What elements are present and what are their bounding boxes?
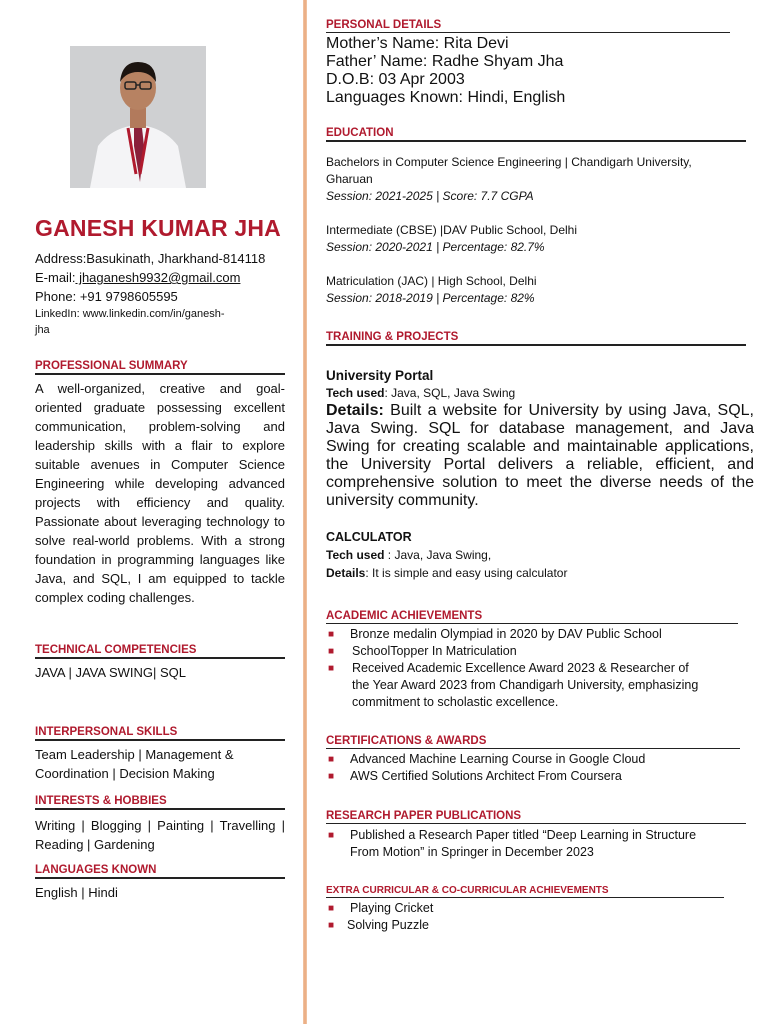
extra-curricular-section: [326, 885, 724, 934]
project-tech: [326, 385, 746, 402]
bullet-icon: ■: [328, 646, 335, 657]
education-section: [326, 127, 746, 307]
education-degree: Bachelors in Computer Science Engineering | Chandigarh University, Gharuan: [326, 155, 692, 186]
section-title: EXTRA CURRICULAR & CO-CURRICULAR ACHIEVEMENTS: [326, 885, 609, 896]
extra-text: Solving Puzzle: [347, 918, 429, 932]
project-name: CALCULATOR: [326, 530, 412, 544]
technical-text: JAVA | JAVA SWING| SQL: [35, 665, 186, 680]
details-value: Built a website for University by using Java, SQL, Java Swing. SQL for database management, and Java Swing for creating scalable and maintainable applications, the University Portal delivers a reliable, efficient, and comprehensive solution to meet the diverse needs of the university community.: [326, 402, 754, 509]
section-rule: [35, 808, 285, 810]
education-item: [326, 154, 706, 205]
academic-achievements-section: [326, 610, 738, 711]
section-title: RESEARCH PAPER PUBLICATIONS: [326, 810, 522, 822]
section-title: ACADEMIC ACHIEVEMENTS: [326, 610, 483, 622]
certification-list: [326, 751, 740, 785]
bullet-icon: ■: [328, 903, 335, 914]
interpersonal-skills-section: [35, 726, 285, 783]
details-label: Details: [326, 566, 366, 580]
section-rule: [35, 739, 285, 741]
section-rule: [326, 140, 746, 142]
interpersonal-text: Team Leadership | Management & Coordination | Decision Making: [35, 747, 234, 781]
section-rule: [326, 748, 740, 749]
list-item: [326, 751, 740, 768]
section-title: PERSONAL DETAILS: [326, 19, 442, 31]
list-item: [326, 900, 724, 917]
candidate-name: GANESH KUMAR JHA: [35, 215, 281, 241]
section-title: TECHNICAL COMPETENCIES: [35, 644, 197, 656]
profile-photo: [70, 46, 206, 188]
tech-label: Tech used: [326, 548, 385, 562]
bullet-icon: ■: [328, 830, 335, 841]
project-details: [326, 402, 754, 510]
publication-text: Published a Research Paper titled “Deep Learning in Structure From Motion” in Springer in December 2023: [350, 828, 697, 859]
extra-text: Playing Cricket: [350, 901, 434, 915]
publication-list: [326, 827, 716, 861]
education-item: [326, 222, 746, 256]
certifications-awards-section: [326, 735, 740, 785]
list-item: [326, 643, 706, 660]
bullet-icon: ■: [328, 754, 335, 765]
list-item: [326, 626, 706, 643]
details-label: Details:: [326, 402, 384, 419]
email-link[interactable]: jhaganesh9932@gmail.com: [75, 270, 241, 285]
linkedin-line[interactable]: LinkedIn: www.linkedin.com/in/ganesh-: [35, 308, 225, 320]
bullet-icon: ■: [328, 920, 335, 931]
section-rule: [35, 657, 285, 659]
professional-summary-section: [35, 360, 285, 607]
details-value: : It is simple and easy using calculator: [365, 566, 568, 580]
section-title: INTERPERSONAL SKILLS: [35, 726, 178, 738]
section-rule: [326, 897, 724, 898]
bullet-icon: ■: [328, 771, 335, 782]
languages-known-section: [35, 864, 285, 902]
list-item: [326, 917, 724, 934]
section-rule: [326, 823, 746, 824]
project-tech: [326, 546, 746, 564]
email-label: E-mail:: [35, 270, 76, 285]
column-divider: [303, 0, 307, 1024]
list-item: [326, 827, 716, 861]
technical-competencies-section: [35, 644, 285, 682]
personal-line: D.O.B: 03 Apr 2003: [326, 71, 465, 88]
section-title: TRAINING & PROJECTS: [326, 331, 459, 343]
section-rule: [35, 373, 285, 375]
list-item: [326, 660, 706, 711]
bullet-icon: ■: [328, 629, 335, 640]
personal-line: Languages Known: Hindi, English: [326, 89, 566, 106]
certification-text: Advanced Machine Learning Course in Google Cloud: [350, 752, 646, 766]
personal-line: Mother’s Name: Rita Devi: [326, 35, 509, 52]
list-item: [326, 768, 740, 785]
research-publications-section: [326, 810, 746, 861]
section-rule: [326, 623, 738, 624]
section-title: INTERESTS & HOBBIES: [35, 795, 167, 807]
section-title: LANGUAGES KNOWN: [35, 864, 157, 876]
achievement-text: Bronze medalin Olympiad in 2020 by DAV Public School: [350, 627, 662, 641]
education-item: [326, 273, 746, 307]
summary-text: A well-organized, creative and goal-oriented graduate possessing excellent communication, problem-solving and leadership skills with a flair to explore suitable avenues in Computer Science Engineering while developing advanced projects with efficiency and quality. Passionate about leveraging technology to solve real-world problems. With a strong foundation in programming languages like Java, and SQL, I am equipped to tackle complex coding challenges.: [35, 381, 285, 605]
education-degree: Matriculation (JAC) | High School, Delhi: [326, 274, 537, 288]
section-rule: [35, 877, 285, 879]
project-name: University Portal: [326, 368, 434, 383]
interests-hobbies-section: [35, 795, 285, 854]
extra-list: [326, 900, 724, 934]
achievement-text: Received Academic Excellence Award 2023 & Researcher of the Year Award 2023 from Chandigarh University, emphasizing commitment to scholastic excellence.: [352, 661, 699, 709]
personal-line: Father’ Name: Radhe Shyam Jha: [326, 53, 564, 70]
person-photo-icon: [70, 46, 206, 188]
phone: Phone: +91 9798605595: [35, 289, 178, 304]
section-rule: [326, 344, 746, 346]
project-details: [326, 564, 746, 582]
training-projects-section: [326, 331, 754, 582]
project-item: [326, 367, 754, 510]
section-title: CERTIFICATIONS & AWARDS: [326, 735, 487, 747]
section-rule: [326, 32, 730, 33]
project-item: [326, 528, 746, 582]
education-session: Session: 2018-2019 | Percentage: 82%: [326, 291, 535, 305]
achievement-text: SchoolTopper In Matriculation: [352, 644, 517, 658]
contact-info: [35, 249, 285, 338]
interests-text: Writing | Blogging | Painting | Travelling | Reading | Gardening: [35, 818, 285, 852]
tech-value: : Java, SQL, Java Swing: [384, 386, 516, 400]
tech-label: Tech used: [326, 386, 385, 400]
languages-text: English | Hindi: [35, 885, 118, 900]
education-session: Session: 2020-2021 | Percentage: 82.7%: [326, 240, 545, 254]
email-line: [35, 268, 285, 287]
section-title: PROFESSIONAL SUMMARY: [35, 360, 188, 372]
personal-details-section: [326, 19, 730, 107]
achievement-list: [326, 626, 706, 711]
tech-value: : Java, Java Swing,: [384, 548, 492, 562]
linkedin-line-continued[interactable]: jha: [35, 324, 50, 336]
certification-text: AWS Certified Solutions Architect From Coursera: [350, 769, 622, 783]
address: Address:Basukinath, Jharkhand-814118: [35, 251, 266, 266]
section-title: EDUCATION: [326, 127, 394, 139]
education-session: Session: 2021-2025 | Score: 7.7 CGPA: [326, 189, 534, 203]
education-degree: Intermediate (CBSE) |DAV Public School, Delhi: [326, 223, 577, 237]
bullet-icon: ■: [328, 663, 335, 674]
